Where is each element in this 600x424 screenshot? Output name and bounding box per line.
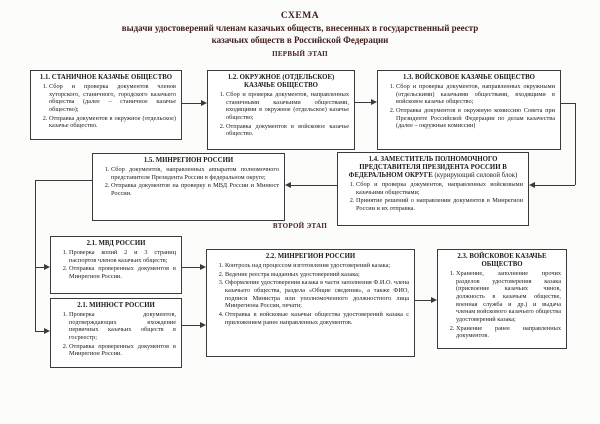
- list-item: 2. Отправка документов в войсковое казачье общество.: [226, 123, 349, 138]
- box-title: 1.1. СТАНИЧНОЕ КАЗАЧЬЕ ОБЩЕСТВО: [39, 74, 173, 81]
- arrow-line-1-4-to-1-5: [290, 185, 337, 186]
- box-1-1-stanichnoe-obshchestvo: [30, 70, 182, 140]
- box-list: [443, 270, 561, 340]
- arrowhead-right-icon: [431, 297, 437, 303]
- arrowhead-right-icon: [200, 264, 206, 270]
- arrowhead-right-icon: [44, 328, 50, 334]
- list-item: 1. Хранение, заполнение прочих разделов удостоверения казака (присвоение казачьих чинов, должность в казачьем обществе, военная служба и др.) и выдача членам войскового казачьего общества удостоверений казака;: [456, 270, 561, 324]
- list-item: 3. Оформление удостоверения казака в части заполнения Ф.И.О. члена казачьего общества, раздела «Общие сведения», а также ФИО, подписи Министра или уполномоченного должностного лица Минрегиона России, печати;: [225, 279, 409, 310]
- list-item: 2. Отправка проверенных документов в Минрегион России.: [69, 343, 176, 358]
- box-list: [98, 166, 279, 198]
- list-item: 1. Сбор и проверка документов, направленных станичными казачьими обществами, входящими в окружное (отдельское) казачье общество;: [226, 91, 349, 122]
- box-list: [383, 83, 555, 130]
- box-title: 1.5. МИНРЕГИОН РОССИИ: [143, 157, 234, 164]
- arrowhead-right-icon: [44, 264, 50, 270]
- arrowhead-right-icon: [201, 100, 207, 106]
- arrow-line-mvd-to-2-2: [182, 267, 201, 268]
- list-item: 2. Ведение реестра выданных удостоверений казака;: [225, 271, 409, 279]
- list-item: 2. Отправка документов на проверку в МВД России и Минюст России.: [111, 182, 279, 197]
- box-2-3-voiskovoe-obshchestvo: [437, 249, 567, 349]
- box-list: [212, 262, 409, 326]
- connector-1-3-out: [561, 103, 575, 104]
- list-item: 1. Проверка копий 2 и 3 страниц паспортов членов казачьих обществ;: [69, 249, 176, 264]
- box-list: [343, 181, 523, 213]
- box-title: [343, 156, 523, 180]
- box-2-1-minjust: [50, 298, 182, 368]
- box-2-2-minregion: [206, 249, 415, 357]
- list-item: 2. Хранение ранее направленных документов.: [456, 325, 561, 340]
- page-title: СХЕМА: [280, 11, 320, 21]
- list-item: 1. Контроль над процессом изготовления удостоверений казака;: [225, 262, 409, 270]
- stage1-label: ПЕРВЫЙ ЭТАП: [272, 50, 328, 58]
- box-title: 2.1. МИНЮСТ РОССИИ: [77, 302, 155, 309]
- box-title: 2.2. МИНРЕГИОН РОССИИ: [265, 253, 356, 260]
- box-title-suffix: (курирующий силовой блок): [434, 172, 518, 180]
- arrowhead-left-icon: [529, 182, 535, 188]
- box-1-5-minregion: [92, 153, 285, 221]
- list-item: 4. Отправка в войсковые казачьи общества удостоверений казака с приложением ранее направленных документов.: [225, 311, 409, 326]
- box-title-bold: 1.4. ЗАМЕСТИТЕЛЬ ПОЛНОМОЧНОГО ПРЕДСТАВИТЕЛЯ ПРЕЗИДЕНТА РОССИИ В ФЕДЕРАЛЬНОМ ОКРУГЕ: [348, 156, 507, 180]
- arrow-line-2-2-to-2-3: [415, 300, 432, 301]
- connector-into-1-4: [534, 185, 575, 186]
- connector-1-3-down: [575, 103, 576, 185]
- box-title: 1.2. ОКРУЖНОЕ (ОТДЕЛЬСКОЕ) КАЗАЧЬЕ ОБЩЕСТВО: [227, 74, 335, 90]
- box-1-4-zamestitel-polpreda: [337, 152, 529, 226]
- list-item: 2. Отправка документов в окружное (отдельское) казачье общество.: [49, 115, 176, 130]
- list-item: 1. Сбор и проверка документов членов хуторского, станичного, городского казачьего общества (далее – станичное казачье общество);: [49, 83, 176, 114]
- list-item: 1. Сбор и проверка документов, направленных окружными (отдельскими) казачьими обществами, входящими в войсковое казачье общество;: [396, 83, 555, 106]
- list-item: 2. Отправка документов в окружную комиссию Совета при Президенте Российской Федерации по делам казачества (далее – окружные комиссии): [396, 107, 555, 130]
- box-title: 2.1. МВД РОССИИ: [86, 240, 146, 247]
- arrowhead-right-icon: [371, 99, 377, 105]
- list-item: 1. Сбор и проверка документов, направленных войсковыми казачьими обществами;: [356, 181, 523, 196]
- list-item: 1. Сбор документов, направленных аппаратом полномочного представителя Президента России в федеральном округе;: [111, 166, 279, 181]
- box-list: [56, 249, 176, 281]
- box-1-3-voiskovoe-obshchestvo: [377, 70, 561, 150]
- connector-1-5-down: [35, 180, 36, 332]
- stage2-label: ВТОРОЙ ЭТАП: [272, 222, 328, 230]
- arrow-line-1-2-to-1-3: [355, 102, 372, 103]
- page-subtitle-line1: выдачи удостоверений членам казачьих обществ, внесенных в государственный реестр: [121, 23, 479, 33]
- list-item: 2. Принятие решений о направлении документов в Минрегион России и их отправка.: [356, 197, 523, 212]
- list-item: 1. Проверка документов, подтверждающих вхождение первичных казачьих обществ в госреестр;: [69, 311, 176, 342]
- arrow-line-1-1-to-1-2: [182, 103, 202, 104]
- box-list: [56, 311, 176, 358]
- page-subtitle-line2: казачьих обществ в Российской Федерации: [211, 35, 389, 45]
- box-1-2-okruzhnoe-obshchestvo: [207, 70, 355, 150]
- arrowhead-right-icon: [200, 322, 206, 328]
- box-list: [36, 83, 176, 130]
- box-title: 2.3. ВОЙСКОВОЕ КАЗАЧЬЕ ОБЩЕСТВО: [457, 253, 547, 269]
- box-title: 1.3. ВОЙСКОВОЕ КАЗАЧЬЕ ОБЩЕСТВО: [403, 74, 535, 81]
- box-2-1-mvd: [50, 236, 182, 294]
- arrow-line-minjust-to-2-2: [182, 325, 201, 326]
- box-list: [213, 91, 349, 138]
- arrowhead-left-icon: [285, 182, 291, 188]
- connector-1-5-out: [35, 180, 92, 181]
- list-item: 2. Отправка проверенных документов в Минрегион России.: [69, 265, 176, 280]
